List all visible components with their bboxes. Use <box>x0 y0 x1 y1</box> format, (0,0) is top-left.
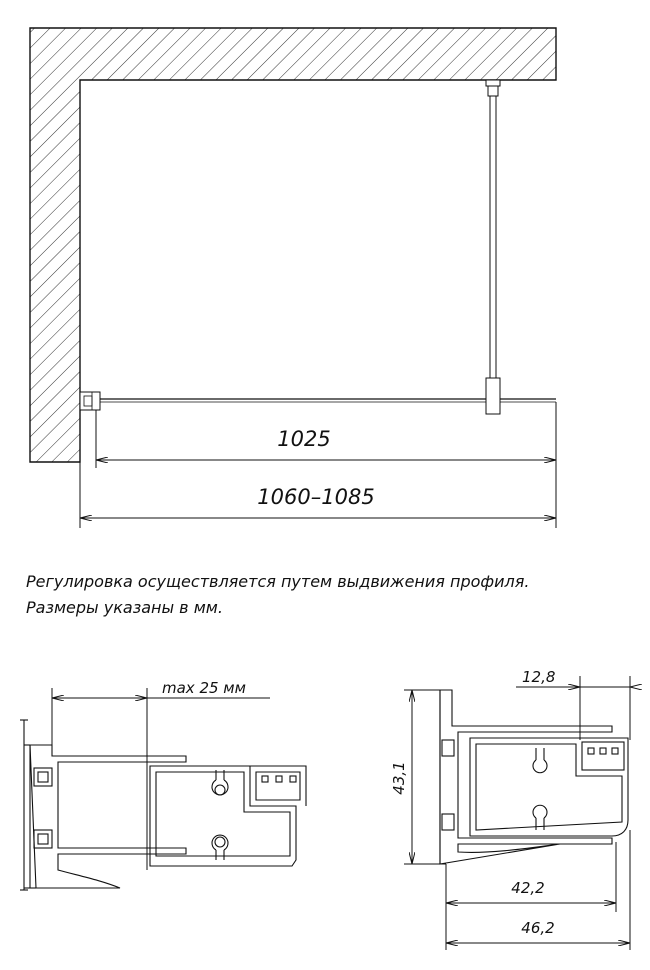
height-label: 43,1 <box>390 761 408 795</box>
glass-width-label: 1025 <box>277 427 331 451</box>
stabilizer-rod <box>486 80 500 414</box>
top-width-label: 12,8 <box>522 668 556 686</box>
inner-width-label: 42,2 <box>511 879 545 897</box>
profile-right <box>390 668 630 950</box>
adjust-label: max 25 мм <box>162 679 246 697</box>
wall-hatch <box>30 28 556 462</box>
profile-left <box>20 679 306 890</box>
total-width-label: 1060–1085 <box>257 485 375 509</box>
plan-view <box>30 28 556 528</box>
wall-profile-bracket <box>80 392 100 410</box>
note-units: Размеры указаны в мм. <box>26 598 223 617</box>
note-adjustment: Регулировка осуществляется путем выдвижения профиля. <box>26 572 530 591</box>
outer-width-label: 46,2 <box>521 919 555 937</box>
